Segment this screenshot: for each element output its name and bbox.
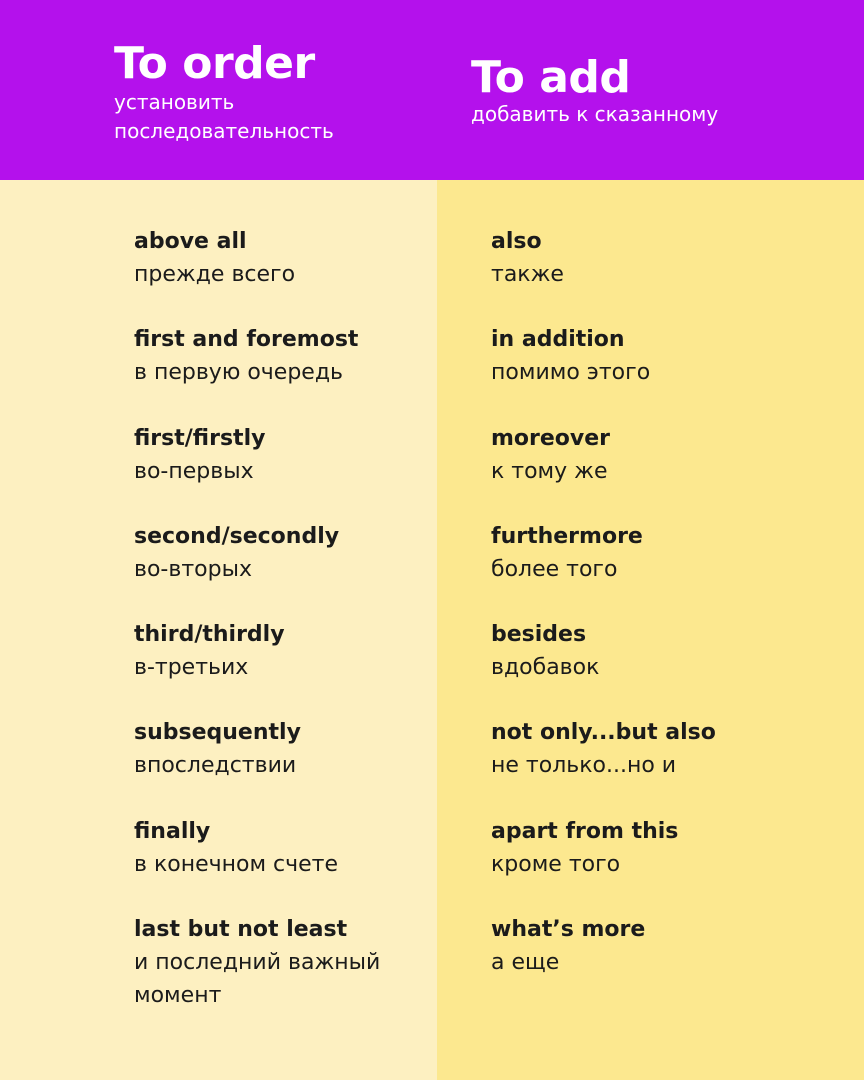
phrase-item — [491, 816, 831, 914]
phrase-russian: впоследствии — [134, 753, 297, 779]
phrase-item — [491, 521, 831, 619]
phrase-english: furthermore — [491, 523, 643, 549]
phrase-english: also — [491, 229, 542, 254]
phrase-list-to-add — [491, 226, 831, 1012]
phrase-english: third/thirdly — [134, 622, 285, 648]
phrase-english: besides — [491, 622, 587, 648]
phrase-russian: во-первых — [134, 458, 254, 484]
phrase-russian: а еще — [491, 950, 560, 976]
column-subtitle: добавить к сказанному — [471, 102, 719, 126]
column-header-to-add — [471, 54, 718, 129]
phrase-english: apart from this — [491, 818, 679, 844]
phrase-item — [134, 226, 424, 324]
phrase-english: finally — [134, 818, 211, 844]
phrase-item — [491, 226, 831, 324]
phrase-item — [134, 914, 424, 1012]
phrase-item — [134, 521, 424, 619]
phrase-english: first/firstly — [134, 425, 266, 451]
phrase-russian: вдобавок — [491, 655, 600, 681]
phrase-item — [134, 816, 424, 914]
header-banner — [0, 0, 864, 180]
phrase-russian: в-третьих — [134, 655, 249, 681]
phrase-russian: помимо этого — [491, 360, 651, 386]
phrase-russian: в конечном счете — [134, 851, 339, 877]
phrase-russian: к тому же — [491, 458, 608, 484]
phrase-english: not only...but also — [491, 720, 716, 746]
column-subtitle: установить последовательность — [114, 90, 334, 143]
phrase-item — [491, 914, 831, 1012]
phrase-russian: кроме того — [491, 851, 621, 877]
phrase-russian: также — [491, 262, 564, 287]
phrase-english: first and foremost — [134, 327, 359, 353]
phrase-english: second/secondly — [134, 523, 340, 549]
phrase-item — [491, 717, 831, 815]
phrase-item — [134, 717, 424, 815]
phrase-list-to-order — [134, 226, 424, 1012]
phrase-item — [491, 619, 831, 717]
column-title: To order — [114, 38, 315, 89]
phrase-russian: во-вторых — [134, 556, 252, 582]
phrase-english: what’s more — [491, 917, 646, 943]
phrase-item — [134, 423, 424, 521]
phrase-english: above all — [134, 229, 247, 254]
phrase-english: in addition — [491, 327, 625, 353]
phrase-item — [491, 423, 831, 521]
column-title: To add — [471, 52, 631, 103]
phrase-russian: в первую очередь — [134, 360, 344, 386]
phrase-item — [134, 324, 424, 422]
column-header-to-order — [114, 40, 384, 146]
phrase-russian: и последний важный момент — [134, 950, 381, 1009]
phrase-russian: не только...но и — [491, 753, 677, 779]
phrase-russian: прежде всего — [134, 262, 296, 287]
phrase-item — [134, 619, 424, 717]
phrase-english: subsequently — [134, 720, 301, 746]
phrase-english: moreover — [491, 425, 611, 451]
phrase-item — [491, 324, 831, 422]
phrase-english: last but not least — [134, 917, 348, 943]
phrase-russian: более того — [491, 556, 618, 582]
